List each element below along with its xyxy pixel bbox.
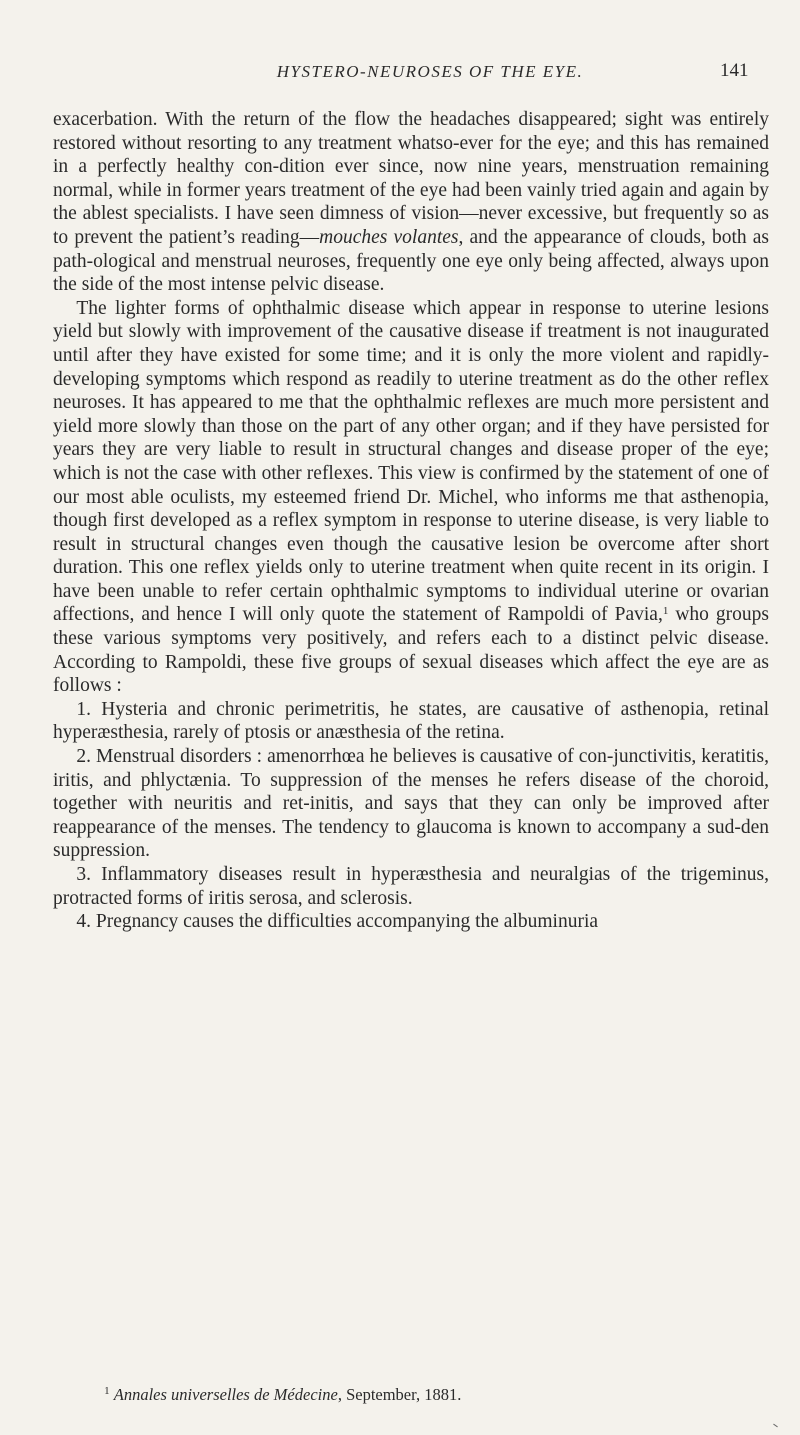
paragraph-1-text-b: , and the appearance of clouds, both as path-ological and menstrual neuroses, frequently one eye only being affected, always upon the side of the most intense pelvic disease. <box>53 226 770 296</box>
list-item-pregnancy: 4. Pregnancy causes the difficulties accompanying the albuminuria <box>76 911 599 933</box>
footnote-reference: 1 <box>662 605 669 618</box>
list-item-inflammatory-diseases: 3. Inflammatory diseases result in hyperæsthesia and neuralgias of the trigeminus, protracted forms of iritis serosa, and sclerosis. <box>53 864 769 909</box>
footnote-journal: Annales universelles de Médecine <box>113 1385 338 1404</box>
paragraph-1-text-a: exacerbation. With the return of the flow the headaches disappeared; sight was entirely restored without resorting to any treatment whatso-ever for the eye; and this has remained in a perfectly healthy con-dition ever since, now nine years, menstruation remaining normal, while in former years treatment of the eye had been vainly tried again and again by the ablest specialists. I have seen dimness of vision—never excessive, but frequently so as to prevent the patient’s reading— <box>53 109 769 248</box>
list-item-menstrual-disorders: 2. Menstrual disorders : amenorrhœa he believes is causative of con-junctivitis, keratitis, iritis, and phlyctænia. To suppression of the menses he refers disease of the choroid, together with neuritis and ret-initis, and says that they can only be improved after reappearance of the menses. The tendency to glaucoma is known to accompany a sud-den suppression. <box>53 746 769 862</box>
paragraph-exacerbation <box>53 108 769 297</box>
stray-mark <box>773 1424 778 1428</box>
running-title: HYSTERO-NEUROSES OF THE EYE. <box>276 62 584 81</box>
footnote <box>53 1385 769 1405</box>
page-number: 141 <box>720 60 749 81</box>
paragraph-2-text-a: The lighter forms of ophthalmic disease which appear in response to uterine lesions yield but slowly with improvement of the causative disease if treatment is not inaugurated until after they have existed for some time; and it is only the more violent and rapidly-developing symptoms which respond as readily to uterine treatment as do the other reflex neuroses. It has appeared to me that the ophthalmic reflexes are much more persistent and yield more slowly than those on the part of any other organ; and if they have persisted for years they are very liable to result in structural changes and disease proper of the eye; which is not the case with other reflexes. This view is confirmed by the statement of one of our most able oculists, my esteemed friend Dr. Michel, who informs me that asthenopia, though first developed as a reflex symptom in response to uterine disease, is very liable to result in structural changes even though the causative lesion be overcome after short duration. This one reflex yields only to uterine treatment when quite recent in its origin. I have been unable to refer certain ophthalmic symptoms to individual uterine or ovarian affections, and hence I will only quote the statement of Rampoldi of Pavia, <box>53 297 769 626</box>
paragraph-1-italic: mouches volantes <box>319 226 459 248</box>
footnote-date: , September, 1881. <box>337 1385 462 1404</box>
paragraph-2-text-b: who groups these various symptoms very positively, and refers each to a distinct pelvic disease. According to Rampoldi, these five groups of sexual diseases which affect the eye are as follows : <box>53 604 769 697</box>
body-text <box>53 108 769 934</box>
list-item-hysteria: 1. Hysteria and chronic perimetritis, he states, are causative of asthenopia, retinal hyperæsthesia, rarely of ptosis or anæsthesia of the retina. <box>53 698 769 744</box>
footnote-marker: 1 <box>104 1385 110 1397</box>
paragraph-ophthalmic-disease <box>53 297 769 698</box>
